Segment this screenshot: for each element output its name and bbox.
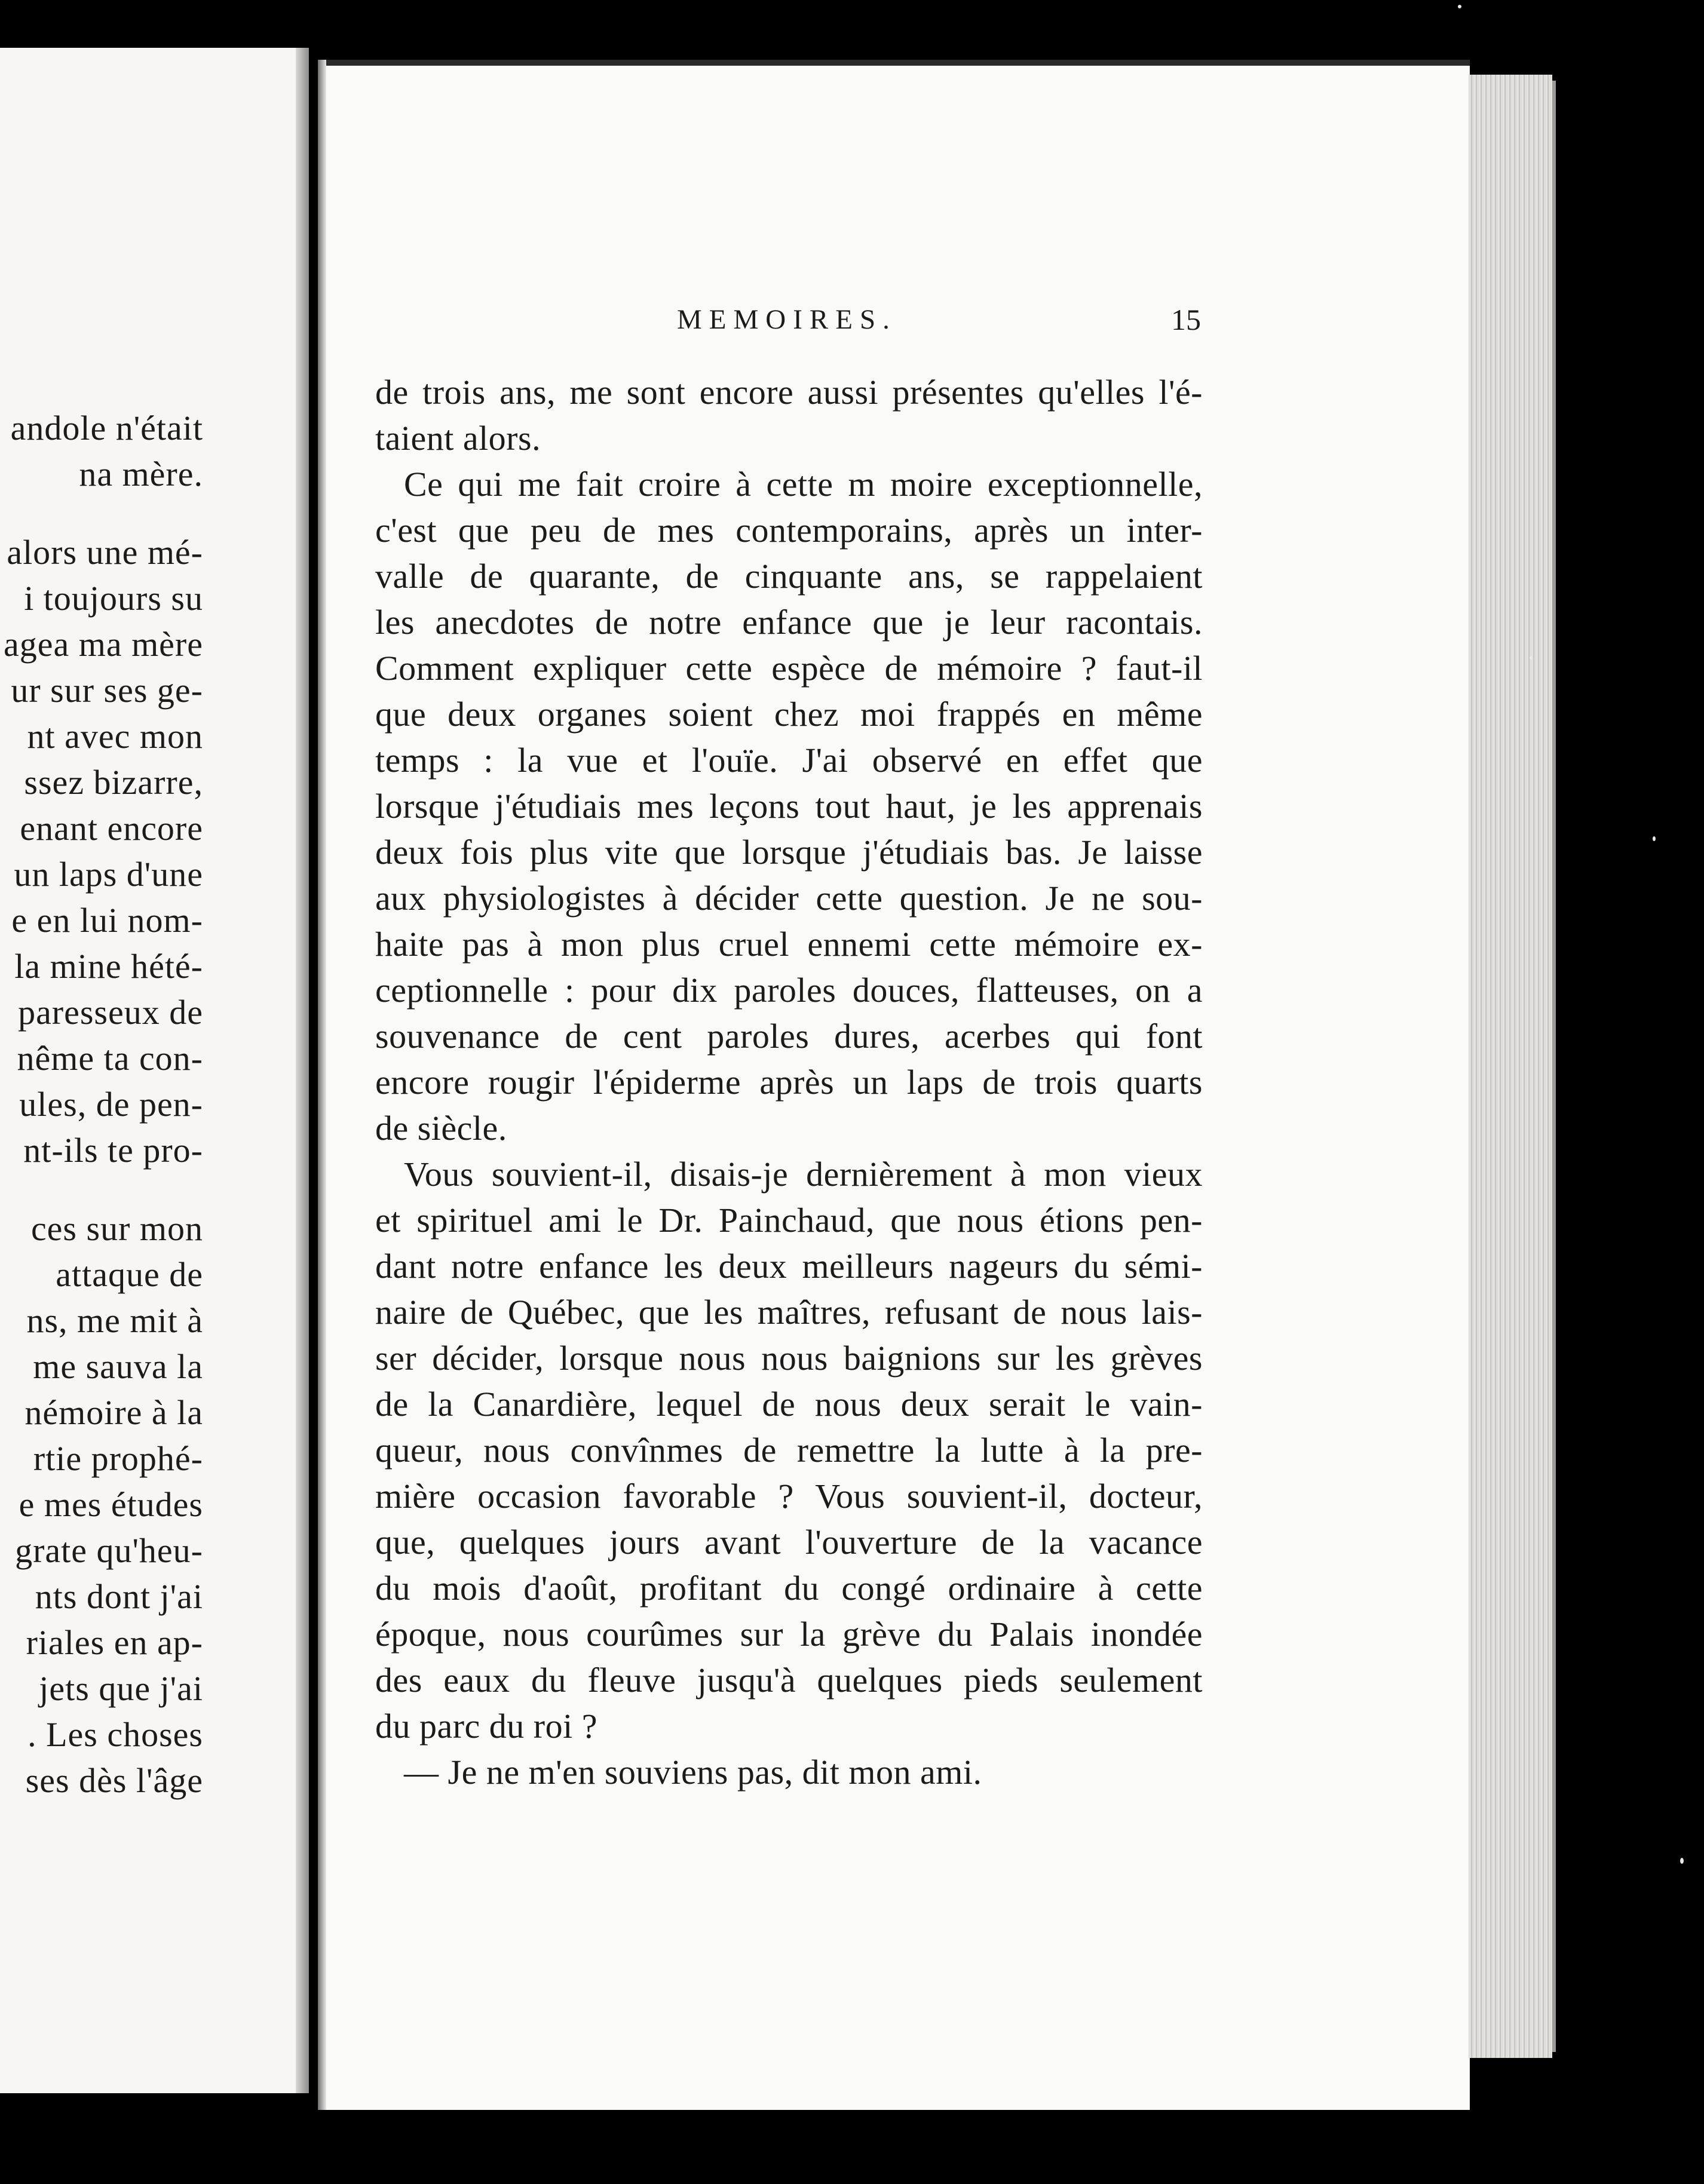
- page-stack-shadow: [1552, 81, 1556, 2052]
- page-top-edge: [326, 60, 1470, 66]
- dust-speck: [1458, 5, 1461, 8]
- body-line: temps : la vue et l'ouïe. J'ai observé en effet que: [375, 741, 1203, 780]
- left-page-line: la mine hété-: [14, 947, 203, 986]
- body-line: encore rougir l'épiderme après un laps de trois quarts: [375, 1063, 1203, 1102]
- body-line: ser décider, lorsque nous nous baignions sur les grèves: [375, 1339, 1203, 1378]
- left-page-line: attaque de: [56, 1255, 203, 1294]
- dust-speck: [1653, 836, 1656, 841]
- left-page: [0, 48, 302, 2093]
- body-line: souvenance de cent paroles dures, acerbes qui font: [375, 1017, 1203, 1056]
- body-line: Comment expliquer cette espèce de mémoire ? faut-il: [375, 649, 1203, 688]
- left-page-line: ssez bizarre,: [24, 763, 203, 802]
- body-line: taient alors.: [375, 419, 541, 458]
- left-page-line: grate qu'heu-: [15, 1531, 203, 1570]
- dust-speck: [1530, 656, 1533, 660]
- running-header: MEMOIRES.: [677, 304, 897, 335]
- body-line: deux fois plus vite que lorsque j'étudiais bas. Je laisse: [375, 833, 1203, 872]
- left-page-line: alors une mé-: [7, 533, 203, 572]
- body-line: Vous souvient-il, disais-je dernièrement à mon vieux: [404, 1155, 1203, 1194]
- left-page-text: [0, 405, 203, 1803]
- left-page-line: ces sur mon: [30, 1209, 203, 1248]
- left-page-line: ses dès l'âge: [25, 1761, 203, 1800]
- right-page-fold: [318, 60, 326, 2110]
- left-page-line: e mes études: [19, 1485, 203, 1524]
- left-page-line: nts dont j'ai: [35, 1577, 203, 1616]
- left-page-line: nt-ils te pro-: [23, 1131, 203, 1170]
- paragraph-gap: [0, 497, 203, 529]
- body-line: mière occasion favorable ? Vous souvient-il, docteur,: [375, 1477, 1203, 1516]
- left-page-line: ur sur ses ge-: [11, 671, 203, 710]
- left-page-line: enant encore: [20, 809, 203, 848]
- left-page-line: i toujours su: [24, 579, 203, 618]
- body-line: des eaux du fleuve jusqu'à quelques pieds seulement: [375, 1661, 1203, 1700]
- page-stack-edge: [1469, 75, 1552, 2058]
- dust-speck: [1680, 1858, 1684, 1864]
- left-page-line: ns, me mit à: [26, 1301, 203, 1340]
- body-line: que, quelques jours avant l'ouverture de la vacance: [375, 1523, 1203, 1562]
- body-line: dant notre enfance les deux meilleurs nageurs du sémi-: [375, 1247, 1203, 1286]
- body-line: valle de quarante, de cinquante ans, se rappelaient: [375, 557, 1203, 596]
- left-page-line: me sauva la: [33, 1347, 203, 1386]
- left-page-line: jets que j'ai: [39, 1669, 203, 1708]
- body-line: lorsque j'étudiais mes leçons tout haut, je les apprenais: [375, 787, 1203, 826]
- body-line: ceptionnelle : pour dix paroles douces, flatteuses, on a: [375, 971, 1203, 1010]
- left-page-line: nême ta con-: [17, 1039, 203, 1078]
- body-line: que deux organes soient chez moi frappés en même: [375, 695, 1203, 734]
- body-line: — Je ne m'en souviens pas, dit mon ami.: [404, 1753, 982, 1792]
- left-page-line: e en lui nom-: [11, 901, 203, 940]
- body-line: les anecdotes de notre enfance que je leur racontais.: [375, 603, 1203, 642]
- body-text: [375, 369, 1203, 1795]
- body-line: c'est que peu de mes contemporains, après un inter-: [375, 511, 1203, 550]
- body-line: de trois ans, me sont encore aussi présentes qu'elles l'é-: [375, 373, 1203, 412]
- left-page-line: riales en ap-: [26, 1623, 203, 1662]
- left-page-line: agea ma mère: [3, 625, 203, 664]
- body-line: queur, nous convînmes de remettre la lutte à la pre-: [375, 1431, 1203, 1470]
- left-page-line: rtie prophé-: [33, 1439, 203, 1478]
- body-line: Ce qui me fait croire à cette m moire exceptionnelle,: [404, 465, 1203, 504]
- left-page-line: nt avec mon: [27, 717, 203, 756]
- body-line: aux physiologistes à décider cette question. Je ne sou-: [375, 879, 1203, 918]
- left-page-gutter: [296, 48, 309, 2093]
- left-page-line: un laps d'une: [14, 855, 203, 894]
- left-page-line: . Les choses: [27, 1715, 203, 1754]
- left-page-line: paresseux de: [18, 993, 203, 1032]
- left-page-line: andole n'était: [10, 409, 203, 447]
- page-number: 15: [1171, 303, 1201, 336]
- body-line: époque, nous courûmes sur la grève du Palais inondée: [375, 1615, 1203, 1654]
- body-line: haite pas à mon plus cruel ennemi cette mémoire ex-: [375, 925, 1203, 964]
- left-page-line: ules, de pen-: [19, 1085, 203, 1124]
- body-line: du parc du roi ?: [375, 1707, 597, 1746]
- body-line: naire de Québec, que les maîtres, refusant de nous lais-: [375, 1293, 1203, 1332]
- paragraph-gap: [0, 1173, 203, 1206]
- left-page-line: na mère.: [79, 455, 203, 493]
- left-page-line: némoire à la: [24, 1393, 203, 1432]
- body-line: du mois d'août, profitant du congé ordinaire à cette: [375, 1569, 1203, 1608]
- body-line: et spirituel ami le Dr. Painchaud, que nous étions pen-: [375, 1201, 1203, 1240]
- body-line: de la Canardière, lequel de nous deux serait le vain-: [375, 1385, 1203, 1424]
- body-line: de siècle.: [375, 1109, 507, 1148]
